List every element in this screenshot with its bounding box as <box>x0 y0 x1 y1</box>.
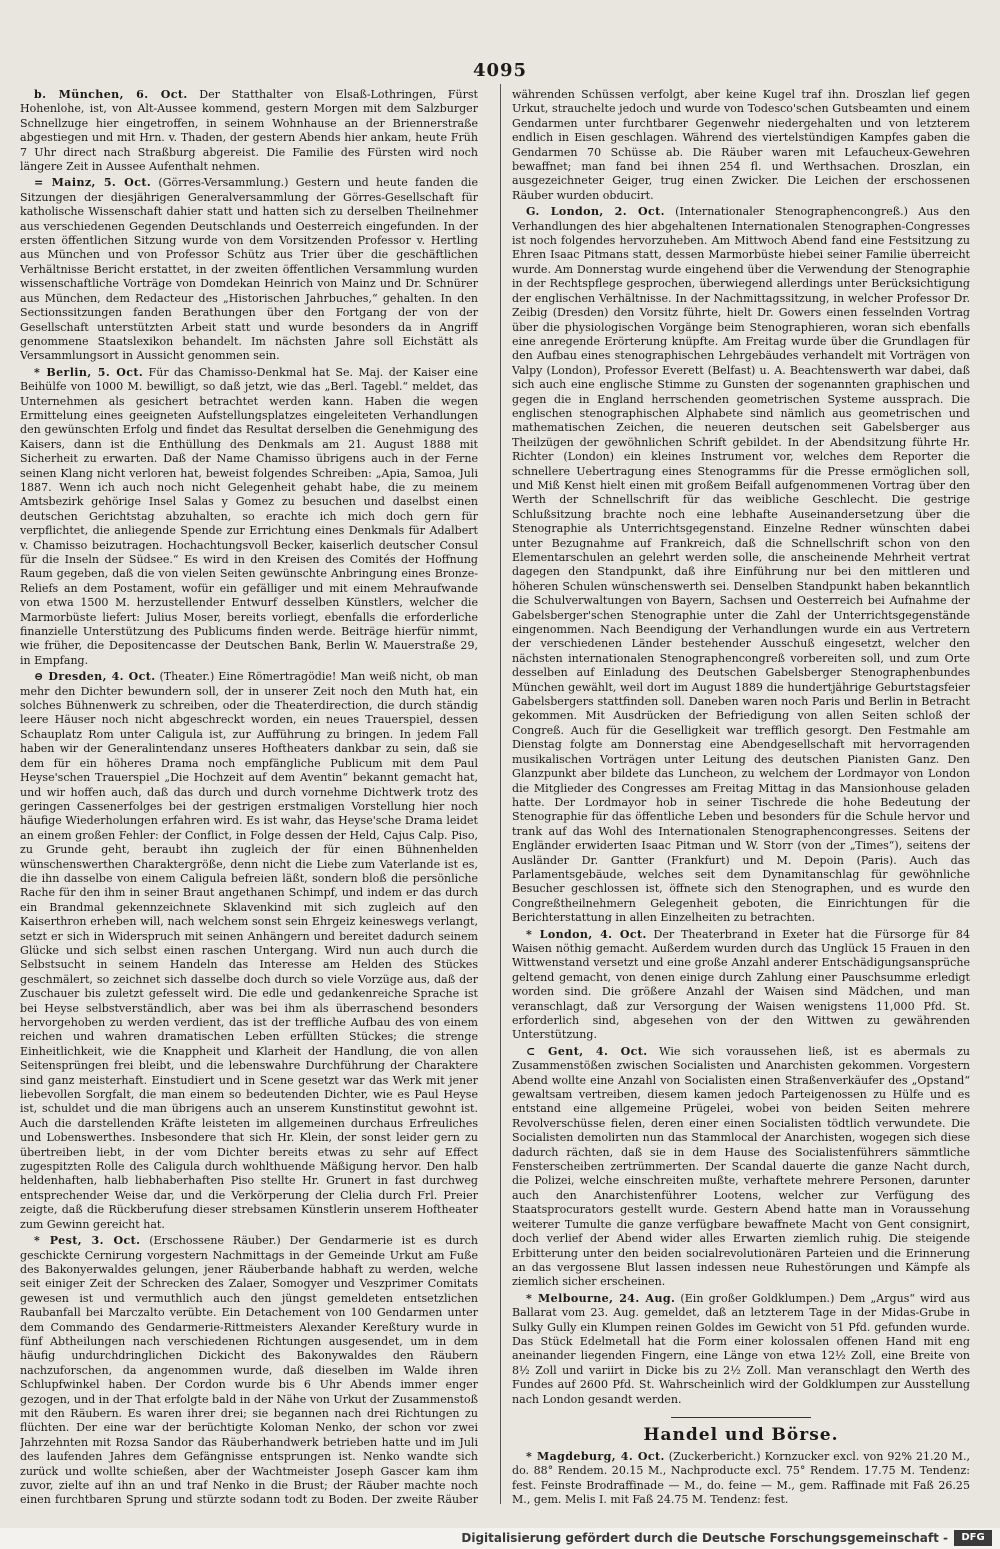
article-dateline: b. München, 6. Oct. <box>34 88 188 101</box>
article-dateline: * Melbourne, 24. Aug. <box>526 1291 676 1305</box>
right-column <box>512 88 970 1506</box>
article-dateline: ⊖ Dresden, 4. Oct. <box>34 670 156 684</box>
article-text: (Internationaler Stenographencongreß.) Aus den Verhandlungen des hier abgehaltenen Internationalen Stenographen-Congresses ist noch folgendes hervorzuheben. Am Mittwoch Abend fand eine Festsitzung zu Ehren Isaac Pitmans statt, dessen Marmorbüste hiebei seiner Familie überreicht wurde. Am Donnerstag wurde eingehend über die Verwendung der Stenographie in der Rechtspflege gesprochen, überwiegend allerdings unter Berücksichtigung der englischen Verhältnisse. In der Nachmittagssitzung, in welcher Professor Dr. Zeibig (Dresden) den Vorsitz führte, hielt Dr. Gowers einen fesselnden Vortrag über die physiologischen Vorgänge beim Stenographieren, woran sich ebenfalls eine anregende Erörterung knüpfte. Am Freitag wurde über die Grundlagen für den Aufbau eines stenographischen Lehrgebäudes verhandelt mit Vorträgen von Valpy (London), Professor Everett (Belfast) u. A. Beachtenswerth war dabei, daß sich auch eine englische Stimme zu Gunsten der sogenannten graphischen und gegen die in England herrschenden geometrischen Systeme aussprach. Die englischen stenographischen Alphabete sind nämlich aus geometrischen und mathematischen Zeichen, die neueren deutschen seit Gabelsberger aus Theilzügen der gewöhnlichen Schrift gebildet. In der Abendsitzung führte Hr. Richter (London) ein kleines Instrument vor, welches dem Reporter die schnellere Uebertragung eines Stenogramms für die Presse ermöglichen soll, und Miß Kenst hielt einen mit großem Beifall aufgenommenen Vortrag über den Werth der Schnellschrift für das weibliche Geschlecht. Die gestrige Schlußsitzung brachte noch eine lebhafte Auseinandersetzung über die Stenographie als Unterrichtsgegenstand. Einzelne Redner wünschten dabei unter Bezugnahme auf Frankreich, daß die Schnellschrift schon von den Elementarschulen an gelehrt werden solle, die anscheinende Mehrheit vertrat dagegen den Standpunkt, daß ihre Einführung nur bei den mittleren und höheren Schulen wünschenswerth sei. Denselben Standpunkt haben bekanntlich die Schulverwaltungen von Bayern, Sachsen und Oesterreich bei Aufnahme der Gabelsberger'schen Stenographie unter die Zahl der Unterrichtsgegenstände eingenommen. Nach Beendigung der Verhandlungen wurde ein aus Vertretern der verschiedenen Länder bestehender Ausschuß eingesetzt, welcher den nächsten internationalen Stenographencongreß vorbereiten soll, und zum Orte desselben auf Einladung des Deutschen Gabelsberger Stenographenbundes München gewählt, weil dort im August 1889 die hundertjährige Geburtstagsfeier Gabelsbergers stattfinden soll. Daneben waren noch Paris und Berlin in Betracht gekommen. Mit Ausdrücken der Befriedigung von allen Seiten schloß der Congreß. Auch für die Geselligkeit war trefflich gesorgt. Den Festmahle am Dienstag folgte am Donnerstag eine Abendgesellschaft mit hervorragenden musikalischen Vorträgen unter Leitung des deutschen Pianisten Ganz. Den Glanzpunkt aber bildete das Luncheon, zu welchem der Lordmayor von London die Mitglieder des Congresses am Freitag Mittag in das Mansionhouse geladen hatte. Der Lordmayor hob in seiner Tischrede die hohe Bedeutung der Stenographie für das öffentliche Leben und besonders für die Schule hervor und trank auf das Wohl des Internationalen Stenographencongresses. Seitens der Engländer erwiderten Isaac Pitman und W. Storr (von der „Times“), seitens der Ausländer Dr. Gantter (Frankfurt) und M. Depoin (Paris). Auch das Parlamentsgebäude, welches seit dem Dynamitanschlag für gewöhnliche Besucher geschlossen ist, öffnete sich den Stenographen, und es wurde den Congreßtheilnehmern Gelegenheit geboten, die Einrichtungen für die Berichterstattung in allen Einzelheiten zu betrachten. <box>512 205 970 925</box>
article-london-theaterbrand <box>512 928 970 1043</box>
article-dateline: * Berlin, 5. Oct. <box>34 365 144 379</box>
article-dateline: = Mainz, 5. Oct. <box>34 176 152 190</box>
article-pest-continuation: währenden Schüssen verfolgt, aber keine Kugel traf ihn. Droszlan lief gegen Urkut, strauchelte jedoch und wurde von Todesco'schen Gutsbeamten und einem Gendarmen unter furchtbarer Gegenwehr niedergehalten und von letzterem endlich in Eisen geschlagen. Während des viertelstündigen Kampfes gaben die Gendarmen 70 Schüsse ab. Die Räuber waren mit Lefaucheux-Gewehren bewaffnet; man fand bei ihnen 254 fl. und Werthsachen. Droszlan, ein ausgezeichneter Geiger, trug einen Zwicker. Die Leichen der erschossenen Räuber wurden obducirt. <box>512 88 970 202</box>
article-text: (Theater.) Eine Römertragödie! Man weiß nicht, ob man mehr den Dichter bewundern soll, der in unserer Zeit noch den Muth hat, ein solches Bühnenwerk zu schreiben, oder die Theaterdirection, die durch ständig leere Häuser noch nicht abgeschreckt worden, ein neues Trauerspiel, dessen Schauplatz Rom unter Caligula ist, zur Aufführung zu bringen. In jedem Fall haben wir der Generalintendanz unseres Hoftheaters dankbar zu sein, daß sie dem für ein höheres Drama noch empfängliche Publicum mit dem Paul Heyse'schen Trauerspiel „Die Hochzeit auf dem Aventin“ bekannt gemacht hat, und wir hoffen auch, daß das durch und durch vornehme Dichtwerk trotz des geringen Cassenerfolges bei der gestrigen erstmaligen Vorstellung hier noch häufige Wiederholungen erfahren wird. Es ist wahr, das Heyse'sche Drama leidet an einem großen Fehler: der Conflict, in Folge dessen der Held, Cajus Calp. Piso, zu Grunde geht, beraubt ihn zugleich der für einen Bühnenhelden wünschenswerthen Charaktergröße, denn nicht die Liebe zum Vaterlande ist es, die ihn dasselbe von einem Caligula befreien läßt, sondern bloß die persönliche Rache für den ihm in seiner Braut angethanen Schimpf, und indem er das durch ein Brandmal gekennzeichnete Sklavenkind mit sich zugleich auf den Kaiserthron erheben will, nach welchem sonst sein Ehrgeiz keineswegs verlangt, setzt er sich in Widerspruch mit seinen Anhängern und bereitet dadurch seinem Glücke und sich selbst einen raschen Untergang. Wird nun auch durch die Selbstsucht in seinem Handeln das Interesse am Helden des Stückes geschmälert, so zeichnet sich dasselbe doch durch so viele Vorzüge aus, daß der Zuschauer bis zuletzt gefesselt wird. Die edle und gedankenreiche Sprache ist bei Heyse selbstverständlich, aber was bei ihm als überraschend besonders hervorgehoben zu werden verdient, das ist der treffliche Aufbau des von einem reichen und wahren dramatischen Leben erfüllten Stückes; die strenge Einheitlichkeit, wie die Knappheit und Klarheit der Handlung, die von allen Seitensprüngen frei bleibt, und die lebenswahre Durchführung der Charaktere sind ganz meisterhaft. Einstudiert und in Scene gesetzt war das Werk mit jener liebevollen Sorgfalt, die man einem so bedeutenden Dichter, wie es Paul Heyse ist, schuldet und die man übrigens auch an unserem Kunstinstitut gewohnt ist. Auch die darstellenden Kräfte leisteten im allgemeinen durchaus Erfreuliches und Lobenswerthes. Insbesondere that sich Hr. Klein, der sonst leider gern zu übertreiben liebt, in der vom Dichter bereits etwas zu sehr auf Effect zugespitzten Rolle des Caligula durch wohlthuende Mäßigung hervor. Den halb heldenhaften, halb liebhaberhaften Piso stellte Hr. Grunert in fast durchweg entsprechender Weise dar, und die Verkörperung der Clelia durch Frl. Preier zeigte, daß die Rückberufung dieser strebsamen Künstlerin unserem Hoftheater zum Gewinn gereicht hat. <box>20 670 478 1231</box>
article-text: Wie sich voraussehen ließ, ist es abermals zu Zusammenstößen zwischen Socialisten und Anarchisten gekommen. Vorgestern Abend wollte eine Anzahl von Socialisten einen Straßenverkäufer des „Opstand“ gewaltsam vertreiben, diesem kamen jedoch Parteigenossen zu Hülfe und es entstand eine allgemeine Prügelei, wobei von beiden Seiten mehrere Revolverschüsse fielen, deren einer einen Socialisten tödtlich verwundete. Die Socialisten demolirten nun das Stammlocal der Anarchisten, wogegen sich diese dadurch rächten, daß sie in dem Hause des Socialistenführers sämmtliche Fensterscheiben zertrümmerten. Der Scandal dauerte die ganze Nacht durch, die Polizei, welche einschreiten mußte, verhaftete mehrere Personen, darunter auch den Anarchistenführer Lootens, welcher zur Verfügung des Staatsprocurators gestellt wurde. Gestern Abend hatte man in Voraussehung weiterer Tumulte die ganze verfügbare bewaffnete Macht von Gent consignirt, doch verlief der Abend wider alles Erwarten ziemlich ruhig. Die steigende Erbitterung unter den beiden socialrevolutionären Parteien und die Erinnerung an das vergossene Blut lassen indessen neue Ruhestörungen und Kämpfe als ziemlich sicher erscheinen. <box>512 1044 970 1289</box>
article-dateline: ⊂ Gent, 4. Oct. <box>526 1044 648 1058</box>
article-pest <box>20 1234 478 1506</box>
article-muenchen <box>20 88 478 174</box>
section-title: Handel und Börse. <box>643 1424 839 1445</box>
article-dateline: * Pest, 3. Oct. <box>34 1234 141 1248</box>
article-text: Für das Chamisso-Denkmal hat Se. Maj. der Kaiser eine Beihülfe von 1000 M. bewilligt, so daß jetzt, wie das „Berl. Tagebl.“ meldet, das Unternehmen als gesichert betrachtet werden kann. Haben die wegen Ermittelung eines geeigneten Aufstellungsplatzes eingeleiteten Verhandlungen den gewünschten Erfolg und findet das Resultat derselben die Genehmigung des Kaisers, dann ist die Enthüllung des Denkmals am 21. August 1888 mit Sicherheit zu erwarten. Daß der Name Chamisso übrigens auch in der Ferne seinen Klang nicht verloren hat, beweist folgendes Schreiben: „Apia, Samoa, Juli 1887. Wenn ich auch noch nicht Gelegenheit gehabt habe, die zu meinem Amtsbezirk gehörige Insel Salas y Gomez zu besuchen und daselbst einen deutschen Gerichtstag abzuhalten, so erachte ich mich doch gern für verpflichtet, die anliegende Spende zur Errichtung eines Denkmals für Adalbert v. Chamisso beizutragen. Hochachtungsvoll Becker, kaiserlich deutscher Consul für die Inseln der Südsee.“ Es wird in den Kreisen des Comités der Hoffnung Raum gegeben, daß die von vielen Seiten gewünschte Anbringung eines Bronze-Reliefs an dem Postament, wofür ein gefälliger und mit einem Mehraufwande von etwa 1500 M. herzustellender Entwurf desselben Künstlers, welcher die Marmorbüste liefert: Julius Moser, bereits vorliegt, ebenfalls die erforderliche finanzielle Unterstützung des Publicums finden werde. Beiträge hierfür nimmt, wie früher, die Depositencasse der Deutschen Bank, Berlin W. Mauerstraße 29, in Empfang. <box>20 365 478 667</box>
dfg-logo: DFG <box>954 1530 992 1546</box>
article-dresden <box>20 670 478 1232</box>
article-dateline: * London, 4. Oct. <box>526 927 647 941</box>
trade-magdeburg <box>512 1450 970 1506</box>
article-mainz <box>20 176 478 363</box>
footer-bar <box>0 1528 1000 1549</box>
article-text: (Görres-Versammlung.) Gestern und heute fanden die Sitzungen der diesjährigen Generalversammlung der Görres-Gesellschaft für katholische Wissenschaft dahier statt und hatten sich zu derselben Theilnehmer aus verschiedenen Gegenden Deutschlands und Oesterreich eingefunden. In der ersten öffentlichen Sitzung wurde von dem Vorsitzenden Professor v. Hertling aus München und von Professor Schütz aus Trier über die geschäftlichen Verhältnisse Bericht erstattet, in der zweiten öffentlichen Versammlung wurden wissenschaftliche Vorträge von Domdekan Heinrich von Mainz und Dr. Schnürer aus München, dem Redacteur des „Historischen Jahrbuches,“ gehalten. In den Sectionssitzungen fanden Berathungen über den Fortgang der von der Gesellschaft unterstützten Arbeit statt und wurde besonders da in Angriff genommene Staatslexikon behandelt. Im nächsten Jahre soll Eichstätt als Versammlungsort in Aussicht genommen sein. <box>20 176 478 363</box>
article-gent <box>512 1045 970 1290</box>
article-dateline: * Magdeburg, 4. Oct. <box>526 1449 665 1463</box>
article-berlin <box>20 366 478 669</box>
footer-credit: Digitalisierung gefördert durch die Deutsche Forschungsgemeinschaft - <box>461 1531 948 1545</box>
article-text: Der Statthalter von Elsaß-Lothringen, Fürst Hohenlohe, ist, von Alt-Aussee kommend, gestern Morgen mit dem Salzburger Schnellzuge hier eingetroffen, in seinem Wohnhause an der Briennerstraße abgestiegen und mit Hrn. v. Thaden, der gestern Abends hier ankam, heute Früh 7 Uhr direct nach Straßburg abgereist. Die Familie des Fürsten wird noch längere Zeit in Aussee Aufenthalt nehmen. <box>20 88 478 174</box>
left-column <box>20 88 478 1506</box>
article-london-stenographen <box>512 205 970 925</box>
article-text: (Erschossene Räuber.) Der Gendarmerie ist es durch geschickte Cernirung vorgestern Nachmittags in der Gemeinde Urkut am Fuße des Bakonyerwaldes gelungen, jener Räuberbande habhaft zu werden, welche seit einiger Zeit der Schrecken des Zalaer, Somogyer und Veszprimer Comitats gewesen ist und vermuthlich auch den jüngst gemeldeten entsetzlichen Raubanfall bei Marczalto verübte. Ein Detachement von 100 Gendarmen unter dem Commando des Gendarmerie-Rittmeisters Alexander Kereßtury wurde in fünf Abtheilungen nach verschiedenen Richtungen ausgesendet, um in dem häufig undurchdringlichen Dickicht des Bakonywaldes den Räubern nachzuforschen, da angenommen wurde, daß dieselben im Walde ihren Schlupfwinkel haben. Der Cordon wurde bis 6 Uhr Abends immer enger gezogen, und in der That erfolgte bald in der Nähe von Urkut der Zusammenstoß mit den Räubern. Es waren ihrer drei; sie begannen nach drei Richtungen zu flüchten. Der eine war der berüchtigte Koloman Nenko, der schon vor zwei Jahrzehnten mit Rozsa Sandor das Räuberhandwerk betrieben hatte und im Juli des laufenden Jahres dem Gefängnisse entsprungen ist. Nenko wandte sich zurück und wollte schießen, aber der Wachtmeister Joseph Gascer kam ihm zuvor, zielte auf ihn an und traf Nenko in die Brust; der Räuber machte noch einen furchtbaren Sprung und stürzte sodann todt zu Boden. Der zweite Räuber <box>20 1234 478 1506</box>
article-text: (Ein großer Goldklumpen.) Dem „Argus“ wird aus Ballarat vom 23. Aug. gemeldet, daß an letzterem Tage in der Midas-Grube in Sulky Gully ein Klumpen reinen Goldes im Gewicht von 51 Pfd. gefunden wurde. Das Stück Edelmetall hat die Form einer kolossalen offenen Hand mit eng aneinander liegenden Fingern, eine Länge von etwa 12½ Zoll, eine Breite von 8½ Zoll und variirt in Dicke bis zu 2½ Zoll. Man veranschlagt den Werth des Fundes auf 2600 Pfd. St. Wahrscheinlich wird der Goldklumpen zur Ausstellung nach London gesandt werden. <box>512 1291 970 1406</box>
article-dateline: G. London, 2. Oct. <box>526 205 665 219</box>
page-number: 4095 <box>472 60 528 81</box>
column-divider <box>500 84 501 1504</box>
section-divider <box>671 1417 811 1418</box>
article-text: Der Theaterbrand in Exeter hat die Fürsorge für 84 Waisen nöthig gemacht. Außerdem wurden durch das Unglück 15 Frauen in den Wittwenstand versetzt und eine große Anzahl anderer Entschädigungsansprüche geltend gemacht, von denen einige durch Zahlung einer Pauschsumme erledigt worden sind. Die größere Anzahl der Waisen sind Mädchen, und man veranschlagt, daß zur Versorgung der Waisen wenigstens 11,000 Pfd. St. erforderlich sind, abgesehen von der den Wittwen zu gewährenden Unterstützung. <box>512 927 970 1042</box>
article-melbourne <box>512 1292 970 1407</box>
article-text: (Zuckerbericht.) Kornzucker excl. von 92% 21.20 M., do. 88° Rendem. 20.15 M., Nachproducte excl. 75° Rendem. 17.75 M. Tendenz: fest. Feinste Brodraffinade — M., do. feine — M., gem. Raffinade mit Faß 26.25 M., gem. Melis I. mit Faß 24.75 M. Tendenz: fest. <box>512 1449 970 1506</box>
